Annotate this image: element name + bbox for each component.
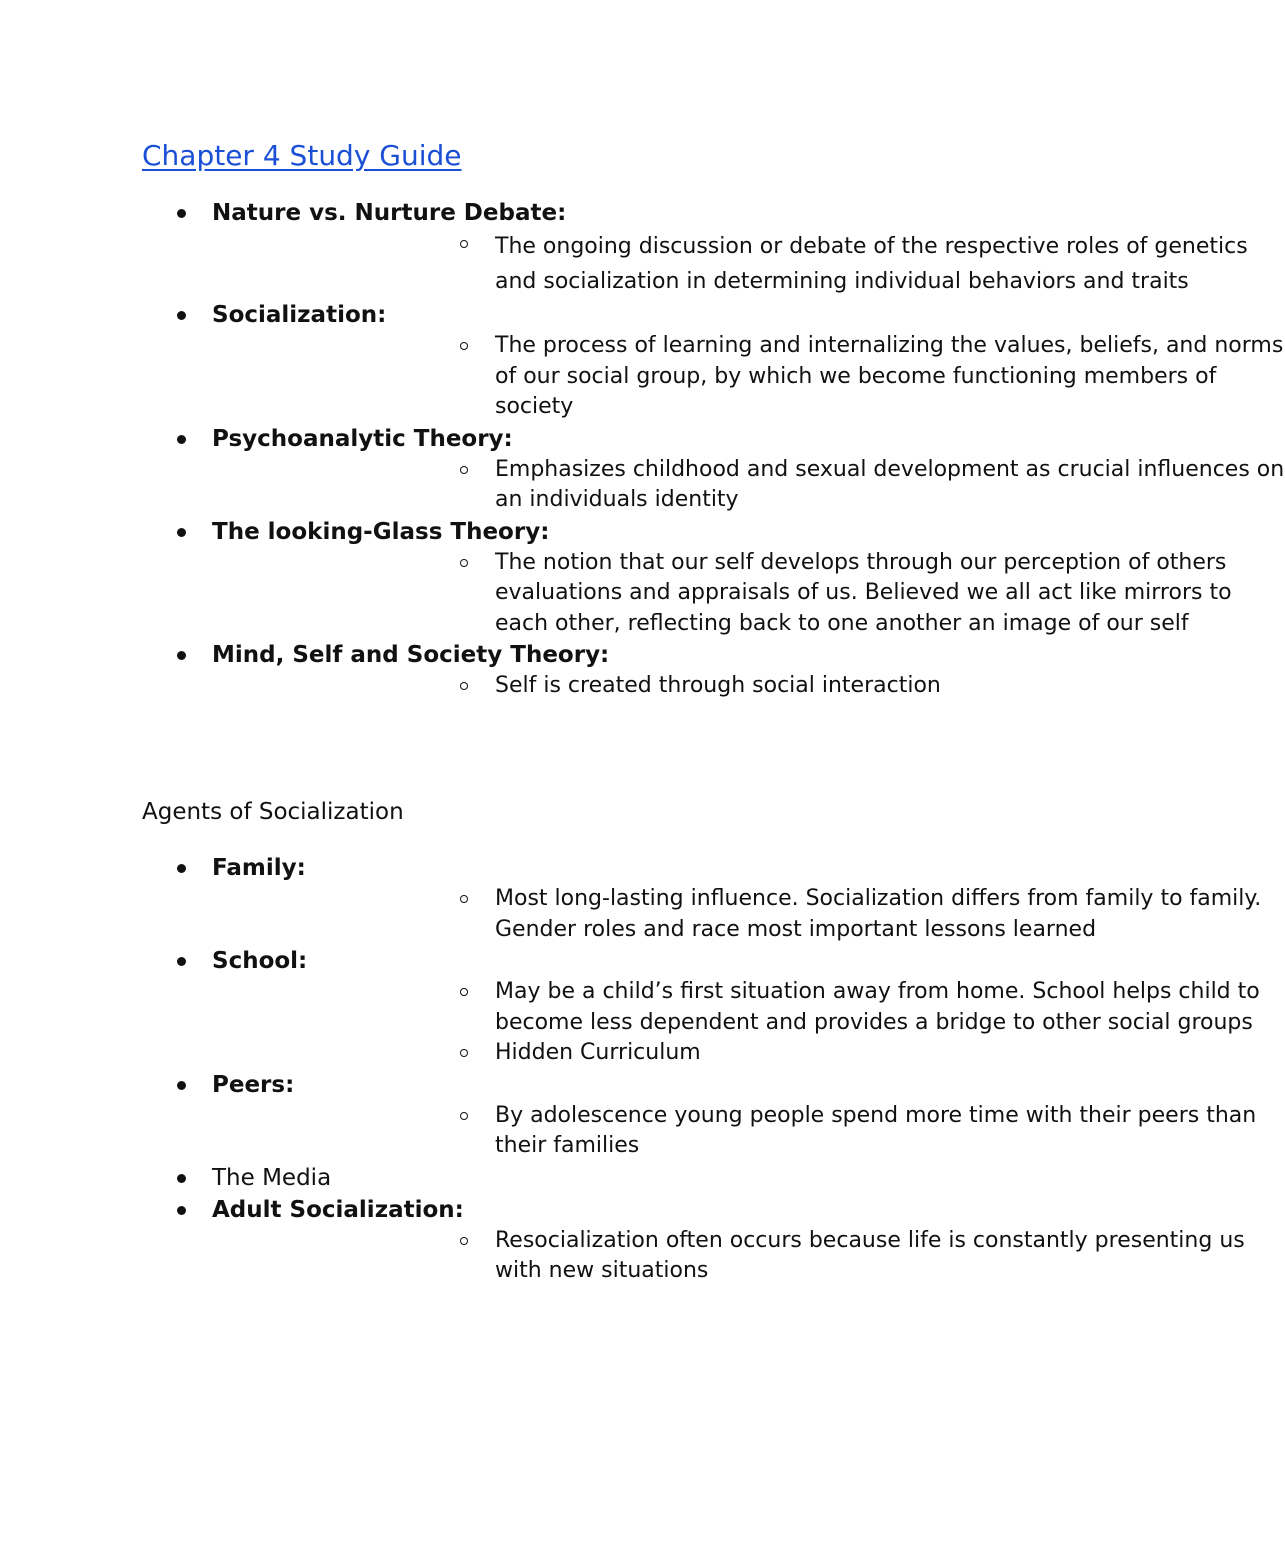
bullet-icon (177, 528, 186, 537)
sub-list-item (212, 455, 1285, 516)
bullet-icon (177, 651, 186, 660)
hollow-bullet-icon (460, 466, 468, 474)
sub-list-item (212, 229, 1285, 299)
list-item (0, 1194, 1245, 1287)
bullet-icon (177, 209, 186, 218)
term-label: The Media (212, 1164, 332, 1191)
definition-text: Hidden Curriculum (495, 1040, 701, 1065)
term-label: Psychoanalytic Theory: (212, 425, 513, 452)
bullet-icon (177, 864, 186, 873)
list-item (0, 1069, 1257, 1162)
term-label: The looking-Glass Theory: (212, 518, 550, 545)
list-item (0, 423, 1285, 516)
hollow-bullet-icon (460, 895, 468, 903)
list-item (0, 852, 1262, 945)
bullet-icon (177, 957, 186, 966)
list-item (0, 299, 1284, 423)
definition-text: Emphasizes childhood and sexual development as crucial influences on an individuals identity (495, 456, 1285, 512)
term-label: Peers: (212, 1071, 295, 1098)
hollow-bullet-icon (460, 1237, 468, 1245)
term-label: Socialization: (212, 302, 387, 328)
definition-text: Resocialization often occurs because life is constantly presenting us with new situations (495, 1227, 1245, 1283)
term-label: Family: (212, 855, 306, 881)
term-label: Nature vs. Nurture Debate: (212, 200, 567, 226)
definition-text: By adolescence young people spend more time with their peers than their families (495, 1102, 1257, 1158)
definition-text: The process of learning and internalizing the values, beliefs, and norms of our social group, by which we become functioning members of society (495, 333, 1284, 419)
hollow-bullet-icon (460, 559, 468, 567)
list-item (0, 197, 1248, 299)
definition-text: The ongoing discussion or debate of the respective roles of genetics and socialization in determining individual behaviors and traits (495, 234, 1248, 294)
list-item (0, 639, 1200, 702)
hollow-bullet-icon (460, 1049, 468, 1057)
hollow-bullet-icon (460, 682, 468, 690)
agents-list (0, 852, 1262, 1287)
sub-list-item (212, 977, 1285, 1038)
sub-list-item (212, 548, 1285, 640)
page-title[interactable]: Chapter 4 Study Guide (142, 139, 462, 172)
sub-list-item (212, 884, 1285, 945)
definition-text: Self is created through social interaction (495, 673, 941, 698)
sub-list-item (212, 1038, 1285, 1069)
bullet-icon (177, 1206, 186, 1215)
term-label: School: (212, 948, 308, 974)
definition-text: Most long-lasting influence. Socialization differs from family to family. Gender roles and race most important lessons learned (495, 886, 1262, 942)
bullet-icon (177, 311, 186, 320)
definition-text: The notion that our self develops through our perception of others evaluations and appraisals of us. Believed we all act like mirrors to each other, reflecting back to one another an image of our self (495, 549, 1232, 636)
definition-text: May be a child’s first situation away from home. School helps child to become less dependent and provides a bridge to other social groups (495, 979, 1260, 1035)
sub-list-item (212, 1101, 1285, 1162)
hollow-bullet-icon (460, 1112, 468, 1120)
hollow-bullet-icon (460, 240, 468, 248)
bullet-icon (177, 1081, 186, 1090)
list-item (0, 945, 1260, 1069)
concepts-list (0, 197, 1285, 702)
section-heading: Agents of Socialization (142, 799, 404, 825)
hollow-bullet-icon (460, 342, 468, 350)
bullet-icon (177, 435, 186, 444)
sub-list-item (212, 331, 1285, 423)
term-label: Adult Socialization: (212, 1196, 464, 1223)
term-label: Mind, Self and Society Theory: (212, 642, 610, 668)
sub-list-item (212, 671, 1285, 702)
list-item (0, 1162, 1200, 1194)
list-item (0, 516, 1232, 640)
hollow-bullet-icon (460, 988, 468, 996)
bullet-icon (177, 1174, 186, 1183)
sub-list-item (212, 1226, 1285, 1287)
